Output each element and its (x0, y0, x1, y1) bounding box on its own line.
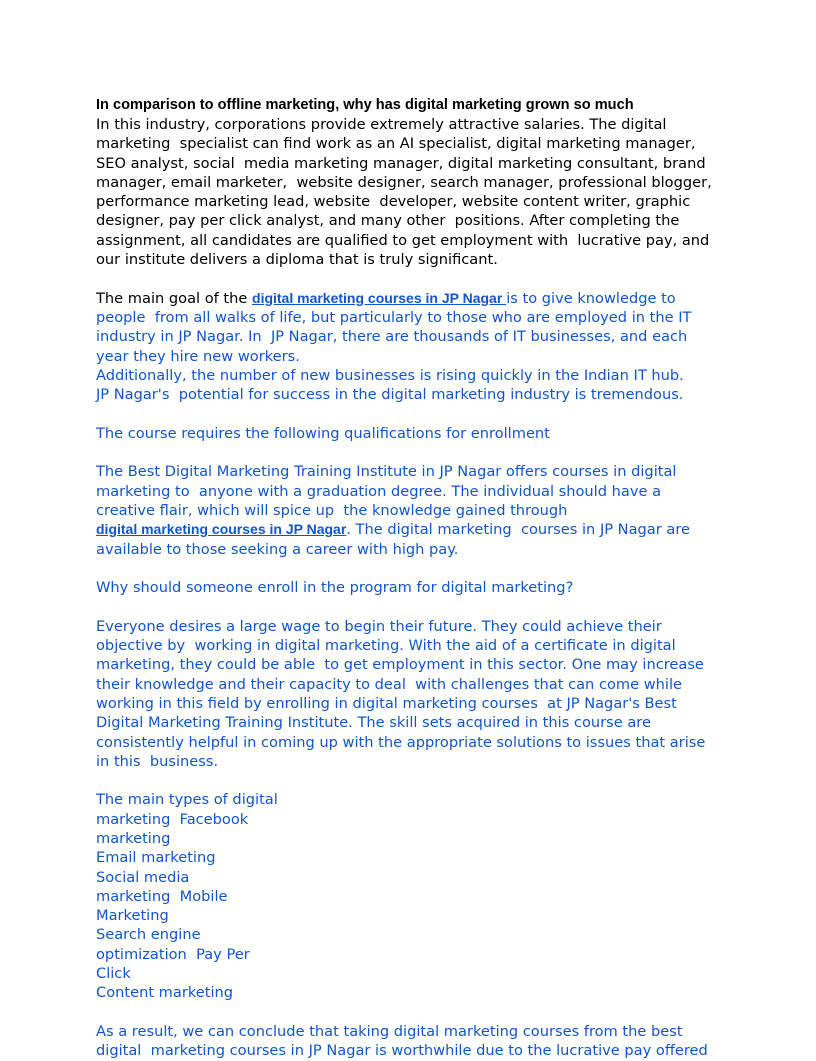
benefits-paragraph (96, 617, 720, 771)
paragraph-gap (96, 771, 720, 790)
courses-link[interactable]: digital marketing courses in JP Nagar (96, 521, 347, 538)
paragraph-line: objective by working in digital marketing. With the aid of a certificate in digital (96, 637, 676, 655)
paragraph-line: working in this field by enrolling in digital marketing courses at JP Nagar's Best (96, 694, 677, 712)
qualifications-paragraph (96, 462, 720, 558)
goal-tail-text: is to give knowledge to (506, 289, 676, 307)
paragraph-line: digital marketing courses in JP Nagar is worthwhile due to the lucrative pay offered (96, 1042, 708, 1060)
paragraph-line: The Best Digital Marketing Training Institute in JP Nagar offers courses in digital (96, 463, 677, 481)
list-item: Click (96, 965, 131, 983)
paragraph-line: marketing to anyone with a graduation degree. The individual should have a (96, 482, 662, 500)
courses-link[interactable]: digital marketing courses in JP Nagar (252, 289, 507, 306)
list-item: Content marketing (96, 984, 234, 1002)
paragraph-line: industry in JP Nagar. In JP Nagar, there are thousands of IT businesses, and each (96, 328, 688, 346)
paragraph-gap (96, 443, 720, 462)
paragraph-line: JP Nagar's potential for success in the digital marketing industry is tremendous. (96, 386, 684, 404)
list-item: marketing Mobile (96, 887, 228, 905)
paragraph-line: available to those seeking a career with high pay. (96, 540, 459, 558)
section-heading: In comparison to offline marketing, why has digital marketing grown so much (96, 97, 634, 113)
paragraph-line: performance marketing lead, website developer, website content writer, graphic (96, 193, 691, 211)
qualifications-title: The course requires the following qualifications for enrollment (96, 424, 550, 442)
paragraph-line: SEO analyst, social media marketing manager, digital marketing consultant, brand (96, 154, 706, 172)
paragraph-line: consistently helpful in coming up with the appropriate solutions to issues that arise (96, 733, 706, 751)
paragraph-line: designer, pay per click analyst, and many other positions. After completing the (96, 212, 680, 230)
paragraph-line: Digital Marketing Training Institute. The skill sets acquired in this course are (96, 714, 651, 732)
paragraph-line: our institute delivers a diploma that is truly significant. (96, 251, 498, 269)
why-enroll-title: Why should someone enroll in the program for digital marketing? (96, 579, 574, 597)
qualifications-tail-text: . The digital marketing courses in JP Nagar are (346, 521, 690, 539)
list-item: Search engine (96, 926, 201, 944)
paragraph-line: marketing specialist can find work as an AI specialist, digital marketing manager, (96, 135, 696, 153)
conclusion-paragraph (96, 1022, 720, 1061)
paragraph-gap (96, 269, 720, 288)
paragraph-line (96, 289, 720, 308)
paragraph-line: In this industry, corporations provide extremely attractive salaries. The digital (96, 116, 667, 133)
list-item: marketing (96, 829, 171, 847)
paragraph-line: in this business. (96, 752, 219, 770)
document-page (96, 96, 720, 1061)
list-item: Email marketing (96, 849, 216, 867)
paragraph-line: manager, email marketer, website designer, search manager, professional blogger, (96, 173, 712, 191)
list-item: Social media (96, 868, 190, 886)
paragraph-line: Additionally, the number of new businesses is rising quickly in the Indian IT hub. (96, 366, 684, 384)
paragraph-gap (96, 404, 720, 423)
paragraph-line: people from all walks of life, but particularly to those who are employed in the IT (96, 308, 692, 326)
paragraph-line: creative flair, which will spice up the knowledge gained through (96, 501, 568, 519)
paragraph-line: As a result, we can conclude that taking digital marketing courses from the best (96, 1022, 683, 1040)
paragraph-line: year they hire new workers. (96, 347, 300, 365)
goal-lead-text: The main goal of the (96, 289, 253, 307)
list-item: Marketing (96, 907, 169, 925)
list-item: marketing Facebook (96, 810, 249, 828)
paragraph-line: Everyone desires a large wage to begin their future. They could achieve their (96, 617, 662, 635)
paragraph-line: their knowledge and their capacity to deal with challenges that can come while (96, 675, 683, 693)
paragraph-line: assignment, all candidates are qualified to get employment with lucrative pay, and (96, 231, 710, 249)
goal-paragraph (96, 289, 720, 405)
paragraph-line (96, 520, 720, 539)
list-item: optimization Pay Per (96, 945, 250, 963)
marketing-types-list (96, 790, 720, 1002)
intro-paragraph (96, 115, 720, 269)
list-item: The main types of digital (96, 791, 278, 809)
paragraph-gap (96, 597, 720, 616)
paragraph-line: marketing, they could be able to get employment in this sector. One may increase (96, 656, 704, 674)
paragraph-gap (96, 1003, 720, 1022)
paragraph-gap (96, 559, 720, 578)
